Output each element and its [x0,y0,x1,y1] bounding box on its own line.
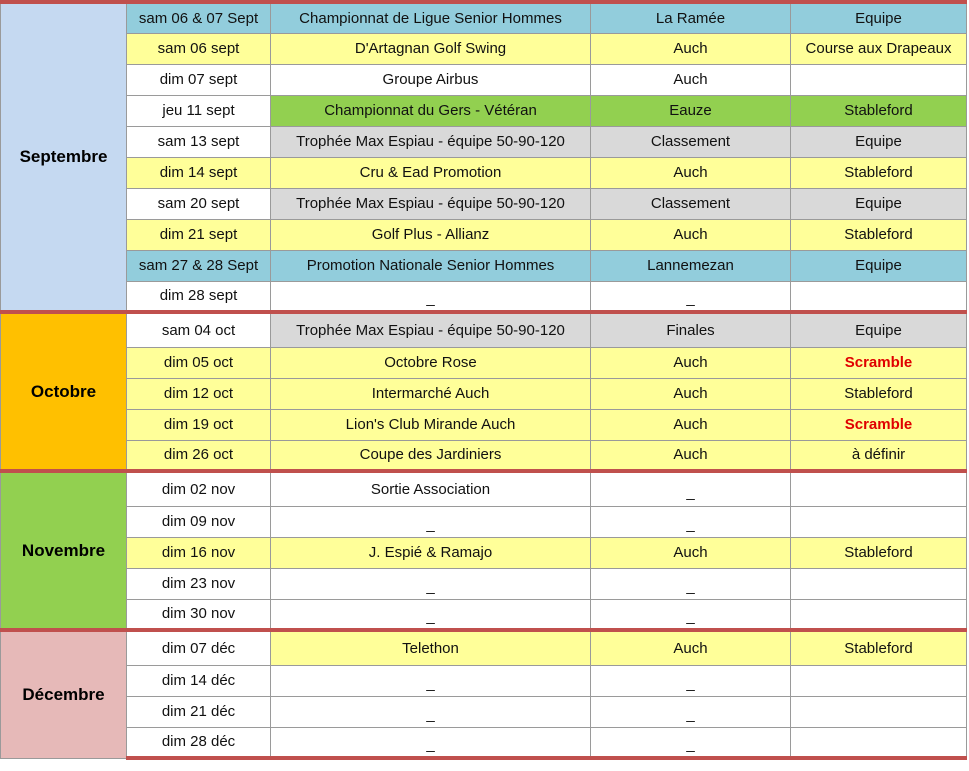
month-label: Décembre [1,630,127,758]
event-date: sam 20 sept [157,195,240,212]
event-date: dim 14 sept [159,164,238,181]
event-date: dim 09 nov [161,513,236,530]
event-place: Auch [673,544,708,561]
event-place: _ [686,290,695,308]
event-date: dim 19 oct [163,416,234,433]
event-date: dim 02 nov [161,480,236,498]
event-name-cell [271,33,591,64]
event-date: dim 26 oct [163,446,234,464]
event-date-cell [127,281,271,312]
event-name: _ [426,290,435,308]
event-place: Eauze [669,102,712,119]
event-row [1,630,967,665]
event-place-cell [591,537,791,568]
event-row [1,378,967,409]
event-name: _ [426,736,435,754]
event-place: Auch [673,354,708,371]
event-name-cell [271,665,591,696]
event-date: dim 16 nov [161,544,236,561]
event-date-cell [127,537,271,568]
event-place-cell [591,219,791,250]
event-name-cell [271,440,591,471]
event-place: Auch [673,416,708,433]
event-date-cell [127,506,271,537]
event-place-cell [591,250,791,281]
event-name: J. Espié & Ramajo [368,544,493,561]
event-name: D'Artagnan Golf Swing [354,40,507,57]
event-name-cell [271,599,591,630]
event-date-cell [127,188,271,219]
event-date: sam 13 sept [157,133,240,150]
event-place-cell [591,64,791,95]
event-name-cell [271,188,591,219]
event-name: _ [426,578,435,595]
event-place-cell [591,409,791,440]
event-row [1,599,967,630]
event-date-cell [127,95,271,126]
event-name-cell [271,95,591,126]
event-name: Trophée Max Espiau - équipe 50-90-120 [296,195,565,212]
event-row [1,250,967,281]
event-place-cell [591,126,791,157]
event-format: Equipe [855,321,902,339]
event-place: _ [686,675,695,692]
month-block-octobre [1,312,967,471]
event-row [1,33,967,64]
event-format: Stableford [844,102,913,119]
event-name-cell [271,471,591,506]
event-format: Stableford [844,544,913,561]
event-name: _ [426,608,435,626]
event-name-cell [271,157,591,188]
event-name: Championnat du Gers - Vétéran [324,102,537,119]
event-place: Classement [650,195,731,212]
event-place-cell [591,696,791,727]
event-name-cell [271,219,591,250]
event-row [1,347,967,378]
month-block-decembre [1,630,967,758]
event-name: Groupe Airbus [382,71,479,88]
event-name: _ [426,516,435,533]
event-date-cell [127,568,271,599]
event-format: à définir [851,446,906,464]
event-date: dim 28 déc [161,733,236,751]
event-date-cell [127,157,271,188]
event-place-cell [591,95,791,126]
event-date-cell [127,599,271,630]
event-place: Finales [666,321,715,339]
event-date-cell [127,727,271,758]
event-format: Stableford [844,385,913,402]
event-format-cell [791,312,967,347]
event-format: Equipe [855,9,902,27]
event-name: Cru & Ead Promotion [359,164,502,181]
event-place-cell [591,157,791,188]
event-format: Scramble [844,354,913,371]
event-date: dim 05 oct [163,354,234,371]
event-name-cell [271,568,591,599]
event-date: dim 30 nov [161,605,236,623]
event-place: Auch [673,639,708,657]
event-name-cell [271,64,591,95]
event-format-cell [791,378,967,409]
event-date: dim 28 sept [159,287,238,305]
event-name: Promotion Nationale Senior Hommes [306,257,555,274]
event-place: Auch [673,446,708,464]
event-format-cell [791,696,967,727]
event-format: Stableford [844,639,913,657]
event-row [1,2,967,33]
event-row [1,696,967,727]
event-row [1,409,967,440]
event-format-cell [791,409,967,440]
event-place-cell [591,2,791,33]
event-date-cell [127,471,271,506]
event-date: sam 27 & 28 Sept [138,257,259,274]
event-place-cell [591,281,791,312]
event-format: Course aux Drapeaux [805,40,952,57]
event-row [1,64,967,95]
event-place: Lannemezan [647,257,734,274]
event-place-cell [591,347,791,378]
event-format-cell [791,599,967,630]
event-date: sam 04 oct [161,321,236,339]
event-format: Scramble [844,416,913,433]
event-date-cell [127,219,271,250]
event-row [1,665,967,696]
event-format: Equipe [855,133,902,150]
event-place-cell [591,568,791,599]
event-place-cell [591,471,791,506]
event-format-cell [791,537,967,568]
event-format: Equipe [855,257,902,274]
event-format-cell [791,126,967,157]
event-place-cell [591,506,791,537]
event-row [1,440,967,471]
month-block-septembre [1,2,967,312]
event-row [1,219,967,250]
event-place-cell [591,599,791,630]
event-name: Championnat de Ligue Senior Hommes [299,9,562,27]
event-date: dim 21 sept [159,226,238,243]
event-format-cell [791,347,967,378]
event-name-cell [271,727,591,758]
event-date: dim 14 déc [161,672,236,689]
event-date-cell [127,440,271,471]
event-date-cell [127,33,271,64]
event-date: dim 12 oct [163,385,234,402]
event-name: Trophée Max Espiau - équipe 50-90-120 [296,321,565,339]
event-place: Auch [673,226,708,243]
event-format: Equipe [855,195,902,212]
event-place: _ [686,736,695,754]
month-label: Novembre [1,471,127,630]
event-name-cell [271,126,591,157]
event-date-cell [127,409,271,440]
event-name-cell [271,378,591,409]
event-row [1,281,967,312]
event-date: dim 23 nov [161,575,236,592]
event-format-cell [791,727,967,758]
event-format-cell [791,665,967,696]
event-name: Golf Plus - Allianz [371,226,490,243]
event-place: Classement [650,133,731,150]
event-place: Auch [673,164,708,181]
event-format-cell [791,188,967,219]
event-place: Auch [673,40,708,57]
event-date-cell [127,126,271,157]
month-block-novembre [1,471,967,630]
event-name: Trophée Max Espiau - équipe 50-90-120 [296,133,565,150]
event-row [1,506,967,537]
event-date-cell [127,2,271,33]
event-format-cell [791,471,967,506]
event-format-cell [791,281,967,312]
event-date: dim 21 déc [161,703,236,720]
event-date-cell [127,696,271,727]
event-name: _ [426,675,435,692]
event-name: _ [426,706,435,723]
event-name-cell [271,506,591,537]
event-name-cell [271,281,591,312]
event-format-cell [791,157,967,188]
event-place-cell [591,188,791,219]
event-name-cell [271,347,591,378]
event-format-cell [791,2,967,33]
event-date: dim 07 sept [159,71,238,88]
event-name: Lion's Club Mirande Auch [345,416,516,433]
event-row [1,727,967,758]
event-place: _ [686,706,695,723]
event-row [1,157,967,188]
event-name: Intermarché Auch [371,385,490,402]
event-name: Octobre Rose [384,354,477,371]
event-name-cell [271,630,591,665]
event-place-cell [591,665,791,696]
event-name: Sortie Association [370,480,491,498]
event-date-cell [127,312,271,347]
event-place-cell [591,312,791,347]
event-date-cell [127,630,271,665]
event-date: jeu 11 sept [162,102,235,119]
event-name: Telethon [402,639,459,657]
event-name-cell [271,250,591,281]
month-label: Octobre [1,312,127,471]
event-date-cell [127,250,271,281]
event-name-cell [271,537,591,568]
event-date: sam 06 sept [157,40,240,57]
event-date-cell [127,378,271,409]
event-format-cell [791,250,967,281]
event-date-cell [127,347,271,378]
event-row [1,312,967,347]
event-date: sam 06 & 07 Sept [138,9,259,27]
event-name: Coupe des Jardiniers [359,446,502,464]
event-format-cell [791,95,967,126]
event-place: La Ramée [655,9,726,27]
event-format-cell [791,568,967,599]
event-name-cell [271,312,591,347]
event-place: Auch [673,71,708,88]
event-row [1,188,967,219]
event-format-cell [791,33,967,64]
event-row [1,126,967,157]
event-place: _ [686,483,695,501]
event-place-cell [591,378,791,409]
event-format-cell [791,630,967,665]
event-place: _ [686,608,695,626]
event-date-cell [127,665,271,696]
event-place-cell [591,33,791,64]
event-name-cell [271,409,591,440]
event-row [1,537,967,568]
event-place-cell [591,440,791,471]
event-format-cell [791,219,967,250]
event-format-cell [791,64,967,95]
event-place: Auch [673,385,708,402]
event-date-cell [127,64,271,95]
event-name-cell [271,2,591,33]
event-name-cell [271,696,591,727]
event-row [1,95,967,126]
event-format-cell [791,440,967,471]
event-row [1,471,967,506]
event-place-cell [591,727,791,758]
event-format: Stableford [844,164,913,181]
event-row [1,568,967,599]
event-format: Stableford [844,226,913,243]
event-place-cell [591,630,791,665]
event-format-cell [791,506,967,537]
event-date: dim 07 déc [161,639,236,657]
event-place: _ [686,516,695,533]
month-label: Septembre [1,2,127,312]
event-place: _ [686,578,695,595]
